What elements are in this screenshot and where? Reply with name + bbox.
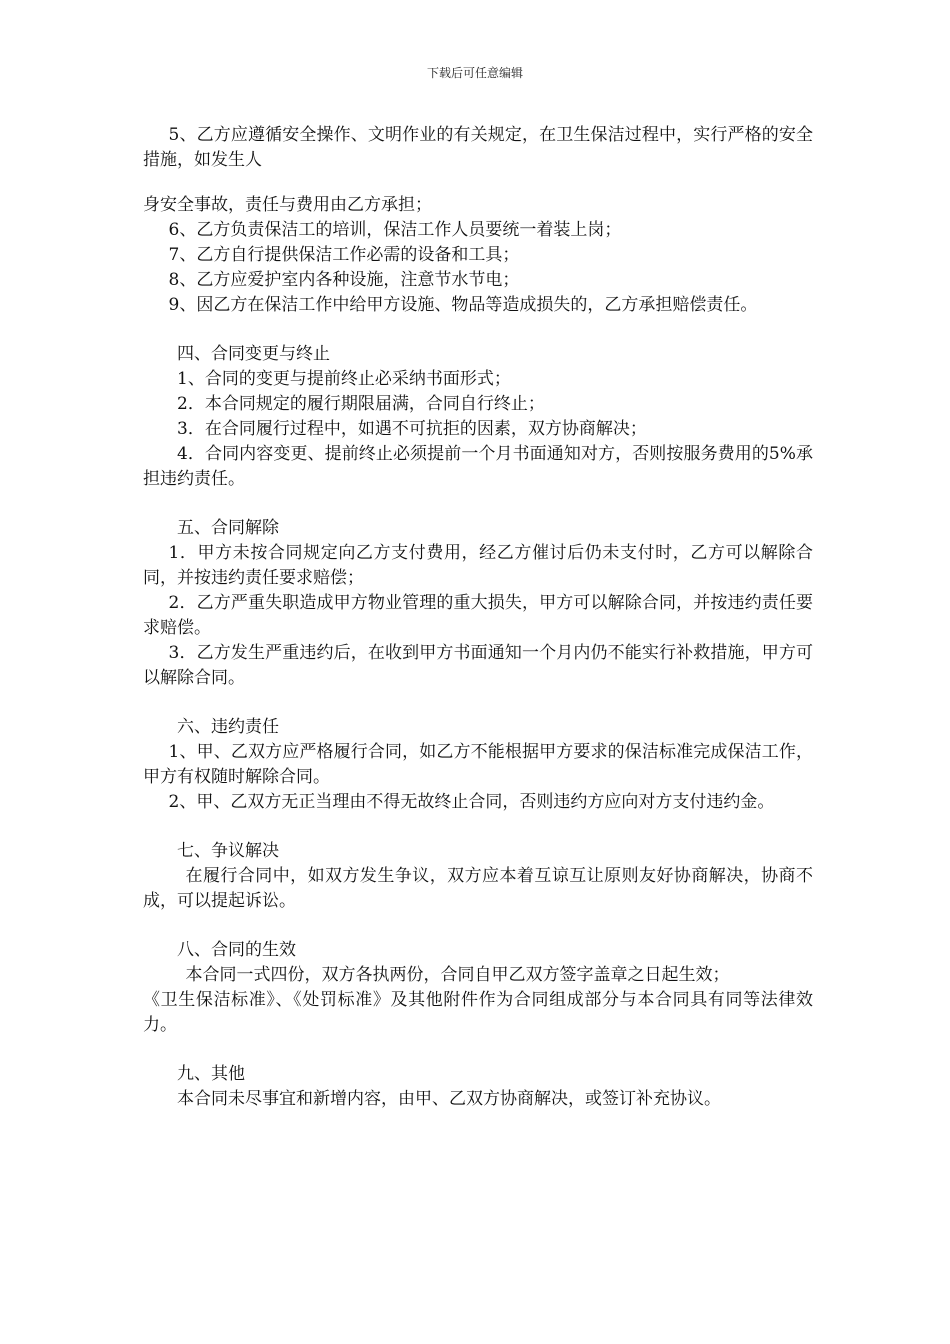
section-5-title: 五、合同解除 (177, 518, 279, 538)
spacer (143, 173, 813, 193)
spacer (143, 318, 813, 342)
clause-4-2: 2．本合同规定的履行期限届满，合同自行终止； (177, 394, 545, 414)
clause-3-8: 8、乙方应爱护室内各种设施，注意节水节电； (168, 270, 520, 290)
section-8-title: 八、合同的生效 (177, 940, 296, 960)
spacer (143, 1038, 813, 1062)
section-7-body: 在履行合同中，如双方发生争议，双方应本着互谅互让原则友好协商解决，协商不成，可以提起诉讼。 (143, 866, 813, 911)
clause-5-2: 2．乙方严重失职造成甲方物业管理的重大损失，甲方可以解除合同，并按违约责任要求赔偿。 (143, 593, 813, 638)
clause-6-1: 1、甲、乙双方应严格履行合同，如乙方不能根据甲方要求的保洁标准完成保洁工作，甲方有权随时解除合同。 (143, 742, 813, 787)
clause-3-5-line2: 身安全事故，责任与费用由乙方承担； (143, 195, 432, 215)
clause-3-5-line1: 5、乙方应遵循安全操作、文明作业的有关规定，在卫生保洁过程中，实行严格的安全措施，如发生人 (143, 125, 813, 170)
section-9-body: 本合同未尽事宜和新增内容，由甲、乙双方协商解决，或签订补充协议。 (177, 1089, 721, 1109)
section-8-body-2: 《卫生保洁标准》、《处罚标准》及其他附件作为合同组成部分与本合同具有同等法律效力。 (143, 990, 813, 1035)
clause-6-2: 2、甲、乙双方无正当理由不得无故终止合同，否则违约方应向对方支付违约金。 (168, 792, 775, 812)
clause-4-3: 3．在合同履行过程中，如遇不可抗拒的因素，双方协商解决； (177, 419, 647, 439)
clause-5-1: 1．甲方未按合同规定向乙方支付费用，经乙方催讨后仍未支付时，乙方可以解除合同，并按违约责任要求赔偿； (143, 543, 813, 588)
spacer (143, 492, 813, 516)
clause-4-4: 4．合同内容变更、提前终止必须提前一个月书面通知对方，否则按服务费用的5%承担违约责任。 (143, 444, 813, 489)
spacer (143, 914, 813, 938)
spacer (143, 815, 813, 839)
page-header: 下载后可任意编辑 (426, 66, 523, 80)
clause-3-6: 6、乙方负责保洁工的培训，保洁工作人员要统一着装上岗； (168, 220, 622, 240)
section-4-title: 四、合同变更与终止 (177, 344, 330, 364)
section-8-body-1: 本合同一式四份，双方各执两份，合同自甲乙双方签字盖章之日起生效； (185, 965, 730, 985)
clause-5-3: 3．乙方发生严重违约后，在收到甲方书面通知一个月内仍不能实行补救措施，甲方可以解除合同。 (143, 643, 813, 688)
section-9-title: 九、其他 (177, 1064, 245, 1084)
section-6-title: 六、违约责任 (177, 717, 279, 737)
section-7-title: 七、争议解决 (177, 841, 279, 861)
clause-3-9: 9、因乙方在保洁工作中给甲方设施、物品等造成损失的，乙方承担赔偿责任。 (168, 295, 758, 315)
clause-3-7: 7、乙方自行提供保洁工作必需的设备和工具； (168, 245, 520, 265)
clause-4-1: 1、合同的变更与提前终止必采纳书面形式； (177, 369, 511, 389)
spacer (143, 691, 813, 715)
document-body (143, 123, 813, 1112)
